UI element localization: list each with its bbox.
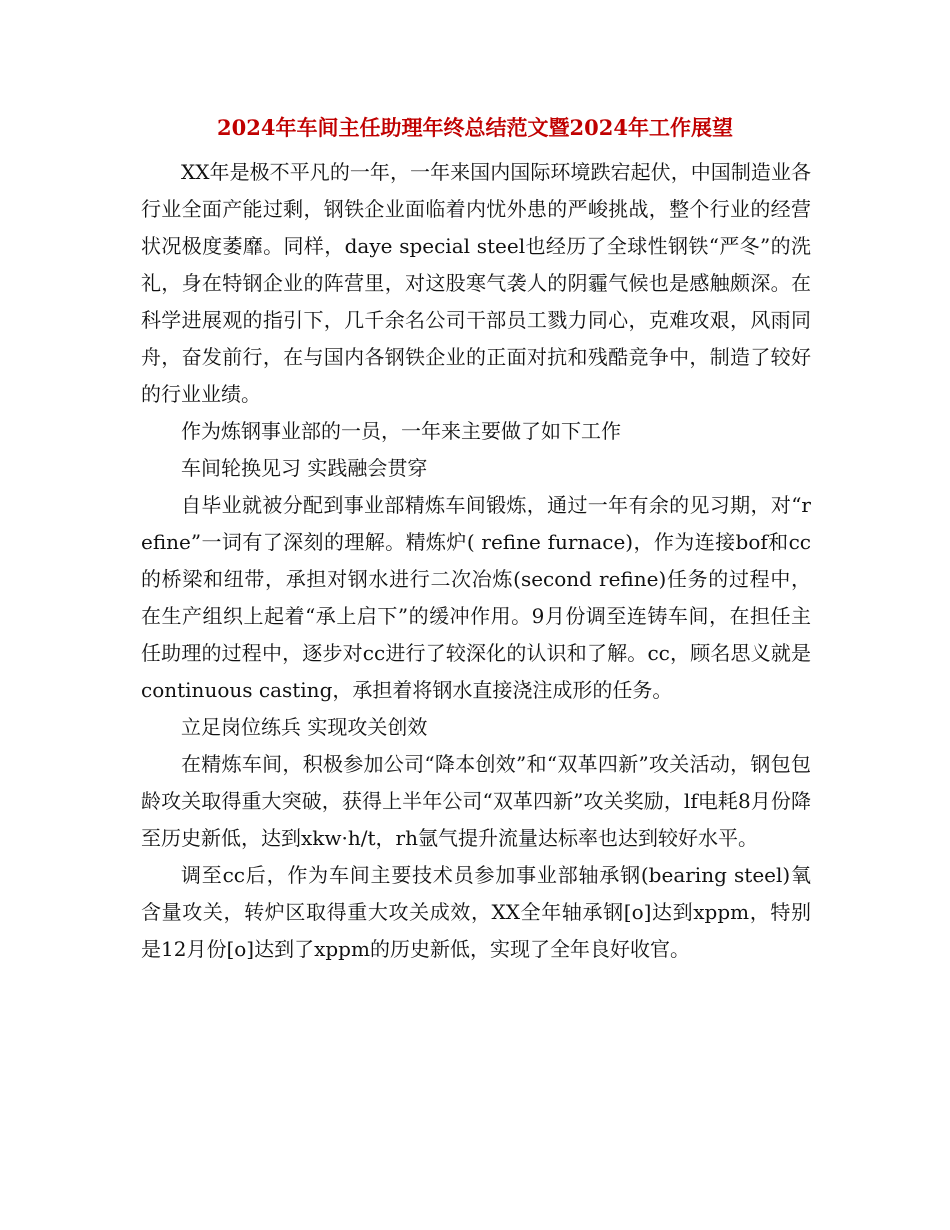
paragraph-rotation: 自毕业就被分配到事业部精炼车间锻炼，通过一年有余的见习期，对“refine”一词有了深刻的理解。精炼炉( refine furnace)，作为连接bof和cc的桥梁和纽带，承担对钢水进行二次冶炼(second refine)任务的过程中，在生产组织上起着“承上启下”的缓冲作用。9月份调至连铸车间，在担任主任助理的过程中，逐步对cc进行了较深化的认识和了解。cc，顾名思义就是continuous casting，承担着将钢水直接浇注成形的任务。 <box>141 493 811 702</box>
paragraph-intro: XX年是极不平凡的一年，一年来国内国际环境跌宕起伏，中国制造业各行业全面产能过剩，钢铁企业面临着内忧外患的严峻挑战，整个行业的经营状况极度萎靡。同样，daye special steel也经历了全球性钢铁“严冬”的洗礼，身在特钢企业的阵营里，对这股寒气袭人的阴霾气候也是感触颇深。在科学进展观的指引下，几千余名公司干部员工戮力同心，克难攻艰，风雨同舟，奋发前行，在与国内各钢铁企业的正面对抗和残酷竞争中，制造了较好的行业业绩。 <box>141 160 811 406</box>
paragraph-refining: 在精炼车间，积极参加公司“降本创效”和“双革四新”攻关活动，钢包包龄攻关取得重大突破，获得上半年公司“双革四新”攻关奖励，lf电耗8月份降至历史新低，达到xkw·h/t，rh氩气提升流量达标率也达到较好水平。 <box>141 752 811 850</box>
section-heading-rotation: 车间轮换见习 实践融会贯穿 <box>181 456 428 480</box>
section-heading-post: 立足岗位练兵 实现攻关创效 <box>181 715 428 739</box>
document-body <box>141 154 811 968</box>
document-title: 2024年车间主任助理年终总结范文暨2024年工作展望 <box>217 115 733 140</box>
paragraph-cc: 调至cc后，作为车间主要技术员参加事业部轴承钢(bearing steel)氧含量攻关，转炉区取得重大攻关成效，XX全年轴承钢[o]达到xppm，特别是12月份[o]达到了xppm的历史新低，实现了全年良好收官。 <box>141 863 811 961</box>
paragraph-work-summary: 作为炼钢事业部的一员，一年来主要做了如下工作 <box>181 419 621 443</box>
